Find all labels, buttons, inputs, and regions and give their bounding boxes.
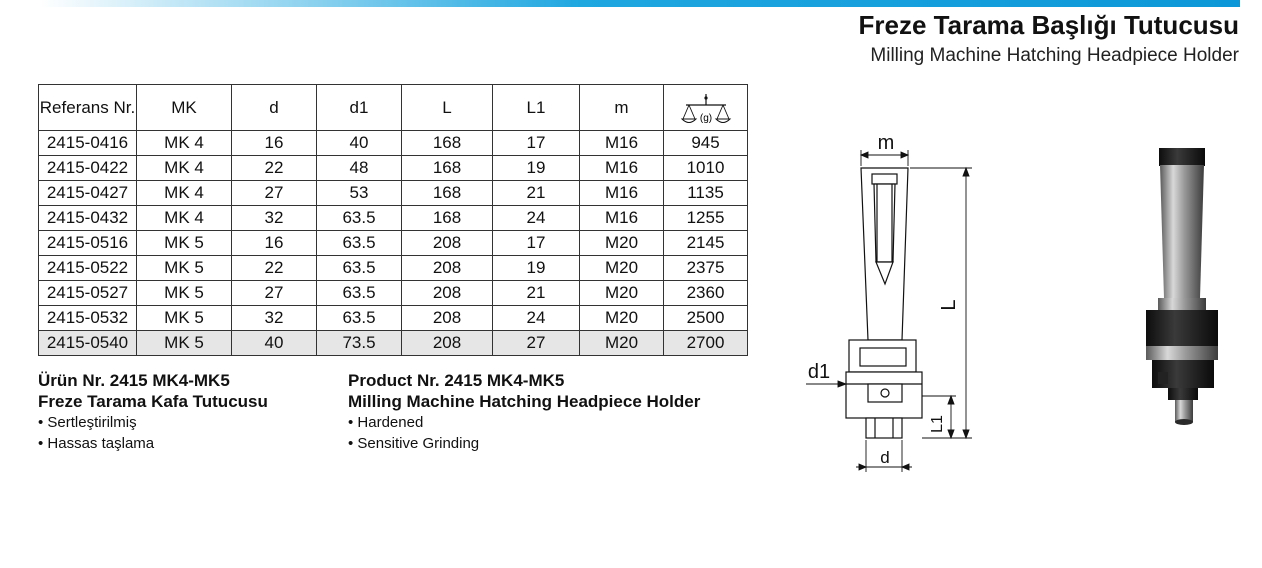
- cell-d: 22: [232, 256, 317, 281]
- dim-label-m: m: [877, 132, 895, 154]
- table-row: [39, 306, 748, 331]
- cell-l1: 21: [493, 281, 580, 306]
- page-title: Freze Tarama Başlığı Tutucusu: [858, 10, 1239, 40]
- cell-mk: MK 5: [137, 281, 232, 306]
- cell-d1: 63.5: [317, 306, 402, 331]
- table-row: [39, 181, 748, 206]
- product-name-tr: Freze Tarama Kafa Tutucusu: [38, 392, 268, 411]
- cell-l1: 24: [493, 206, 580, 231]
- feature-tr-2: • Hassas taşlama: [38, 435, 155, 452]
- cell-l: 168: [402, 181, 493, 206]
- cell-d1: 40: [317, 131, 402, 156]
- cell-d1: 73.5: [317, 331, 402, 356]
- cell-weight: 1010: [664, 156, 748, 181]
- cell-m: M16: [580, 206, 664, 231]
- cell-referans: 2415-0522: [39, 256, 137, 281]
- cell-m: M20: [580, 331, 664, 356]
- table-header-row: [39, 85, 748, 131]
- cell-mk: MK 5: [137, 231, 232, 256]
- cell-l1: 27: [493, 331, 580, 356]
- spec-table: [38, 84, 748, 356]
- table-row: [39, 206, 748, 231]
- col-header-l: L: [402, 85, 493, 131]
- cell-l: 168: [402, 156, 493, 181]
- cell-weight: 1255: [664, 206, 748, 231]
- cell-d: 16: [232, 131, 317, 156]
- cell-m: M16: [580, 131, 664, 156]
- cell-d: 32: [232, 206, 317, 231]
- cell-d1: 63.5: [317, 281, 402, 306]
- cell-referans: 2415-0422: [39, 156, 137, 181]
- product-number-tr: Ürün Nr. 2415 MK4-MK5: [38, 371, 230, 390]
- cell-mk: MK 4: [137, 156, 232, 181]
- cell-mk: MK 5: [137, 331, 232, 356]
- cell-d: 32: [232, 306, 317, 331]
- cell-l1: 17: [493, 131, 580, 156]
- table-row: [39, 331, 748, 356]
- notes-english: [348, 370, 700, 454]
- cell-l: 168: [402, 206, 493, 231]
- cell-mk: MK 4: [137, 181, 232, 206]
- cell-l: 168: [402, 131, 493, 156]
- feature-tr-1: • Sertleştirilmiş: [38, 414, 137, 431]
- cell-weight: 2145: [664, 231, 748, 256]
- cell-d: 40: [232, 331, 317, 356]
- cell-m: M20: [580, 306, 664, 331]
- scale-weight-icon: [680, 92, 732, 126]
- product-name-en: Milling Machine Hatching Headpiece Holder: [348, 392, 701, 411]
- dim-label-d: d: [880, 448, 890, 467]
- cell-l: 208: [402, 231, 493, 256]
- cell-referans: 2415-0432: [39, 206, 137, 231]
- cell-referans: 2415-0516: [39, 231, 137, 256]
- cell-weight: 1135: [664, 181, 748, 206]
- cell-l1: 21: [493, 181, 580, 206]
- header-accent-bar: [40, 0, 1240, 7]
- col-header-m: m: [580, 85, 664, 131]
- cell-mk: MK 4: [137, 206, 232, 231]
- cell-weight: 945: [664, 131, 748, 156]
- cell-l1: 24: [493, 306, 580, 331]
- cell-d: 27: [232, 281, 317, 306]
- cell-d1: 63.5: [317, 206, 402, 231]
- cell-referans: 2415-0427: [39, 181, 137, 206]
- cell-d1: 48: [317, 156, 402, 181]
- weight-unit-label: (g): [699, 113, 712, 124]
- cell-m: M20: [580, 256, 664, 281]
- col-header-d: d: [232, 85, 317, 131]
- cell-m: M16: [580, 156, 664, 181]
- cell-d: 22: [232, 156, 317, 181]
- feature-en-2: • Sensitive Grinding: [348, 435, 480, 452]
- cell-l: 208: [402, 331, 493, 356]
- cell-l: 208: [402, 256, 493, 281]
- dim-label-l: L: [938, 299, 960, 311]
- table-row: [39, 281, 748, 306]
- cell-d1: 63.5: [317, 256, 402, 281]
- product-number-en: Product Nr. 2415 MK4-MK5: [348, 371, 565, 390]
- page-subtitle: Milling Machine Hatching Headpiece Holder: [870, 45, 1239, 66]
- table-row: [39, 256, 748, 281]
- table-row: [39, 231, 748, 256]
- col-header-l1: L1: [493, 85, 580, 131]
- cell-weight: 2700: [664, 331, 748, 356]
- product-photo: [1130, 140, 1230, 430]
- col-header-weight: [664, 85, 748, 131]
- cell-d: 16: [232, 231, 317, 256]
- cell-weight: 2360: [664, 281, 748, 306]
- feature-en-1: • Hardened: [348, 414, 424, 431]
- cell-m: M16: [580, 181, 664, 206]
- dim-label-d1: d1: [807, 361, 831, 383]
- cell-m: M20: [580, 281, 664, 306]
- cell-weight: 2500: [664, 306, 748, 331]
- cell-referans: 2415-0532: [39, 306, 137, 331]
- col-header-d1: d1: [317, 85, 402, 131]
- cell-l1: 19: [493, 256, 580, 281]
- cell-l1: 19: [493, 156, 580, 181]
- col-header-mk: MK: [137, 85, 232, 131]
- cell-d1: 63.5: [317, 231, 402, 256]
- col-header-referans: Referans Nr.: [39, 85, 137, 131]
- cell-weight: 2375: [664, 256, 748, 281]
- table-row: [39, 131, 748, 156]
- cell-l: 208: [402, 281, 493, 306]
- technical-drawing: [800, 125, 1040, 480]
- cell-referans: 2415-0527: [39, 281, 137, 306]
- cell-d: 27: [232, 181, 317, 206]
- dim-label-l1: L1: [929, 415, 946, 433]
- cell-referans: 2415-0416: [39, 131, 137, 156]
- cell-mk: MK 5: [137, 306, 232, 331]
- cell-m: M20: [580, 231, 664, 256]
- cell-l: 208: [402, 306, 493, 331]
- cell-l1: 17: [493, 231, 580, 256]
- cell-referans: 2415-0540: [39, 331, 137, 356]
- cell-d1: 53: [317, 181, 402, 206]
- cell-mk: MK 4: [137, 131, 232, 156]
- notes-turkish: [38, 370, 268, 454]
- cell-mk: MK 5: [137, 256, 232, 281]
- table-row: [39, 156, 748, 181]
